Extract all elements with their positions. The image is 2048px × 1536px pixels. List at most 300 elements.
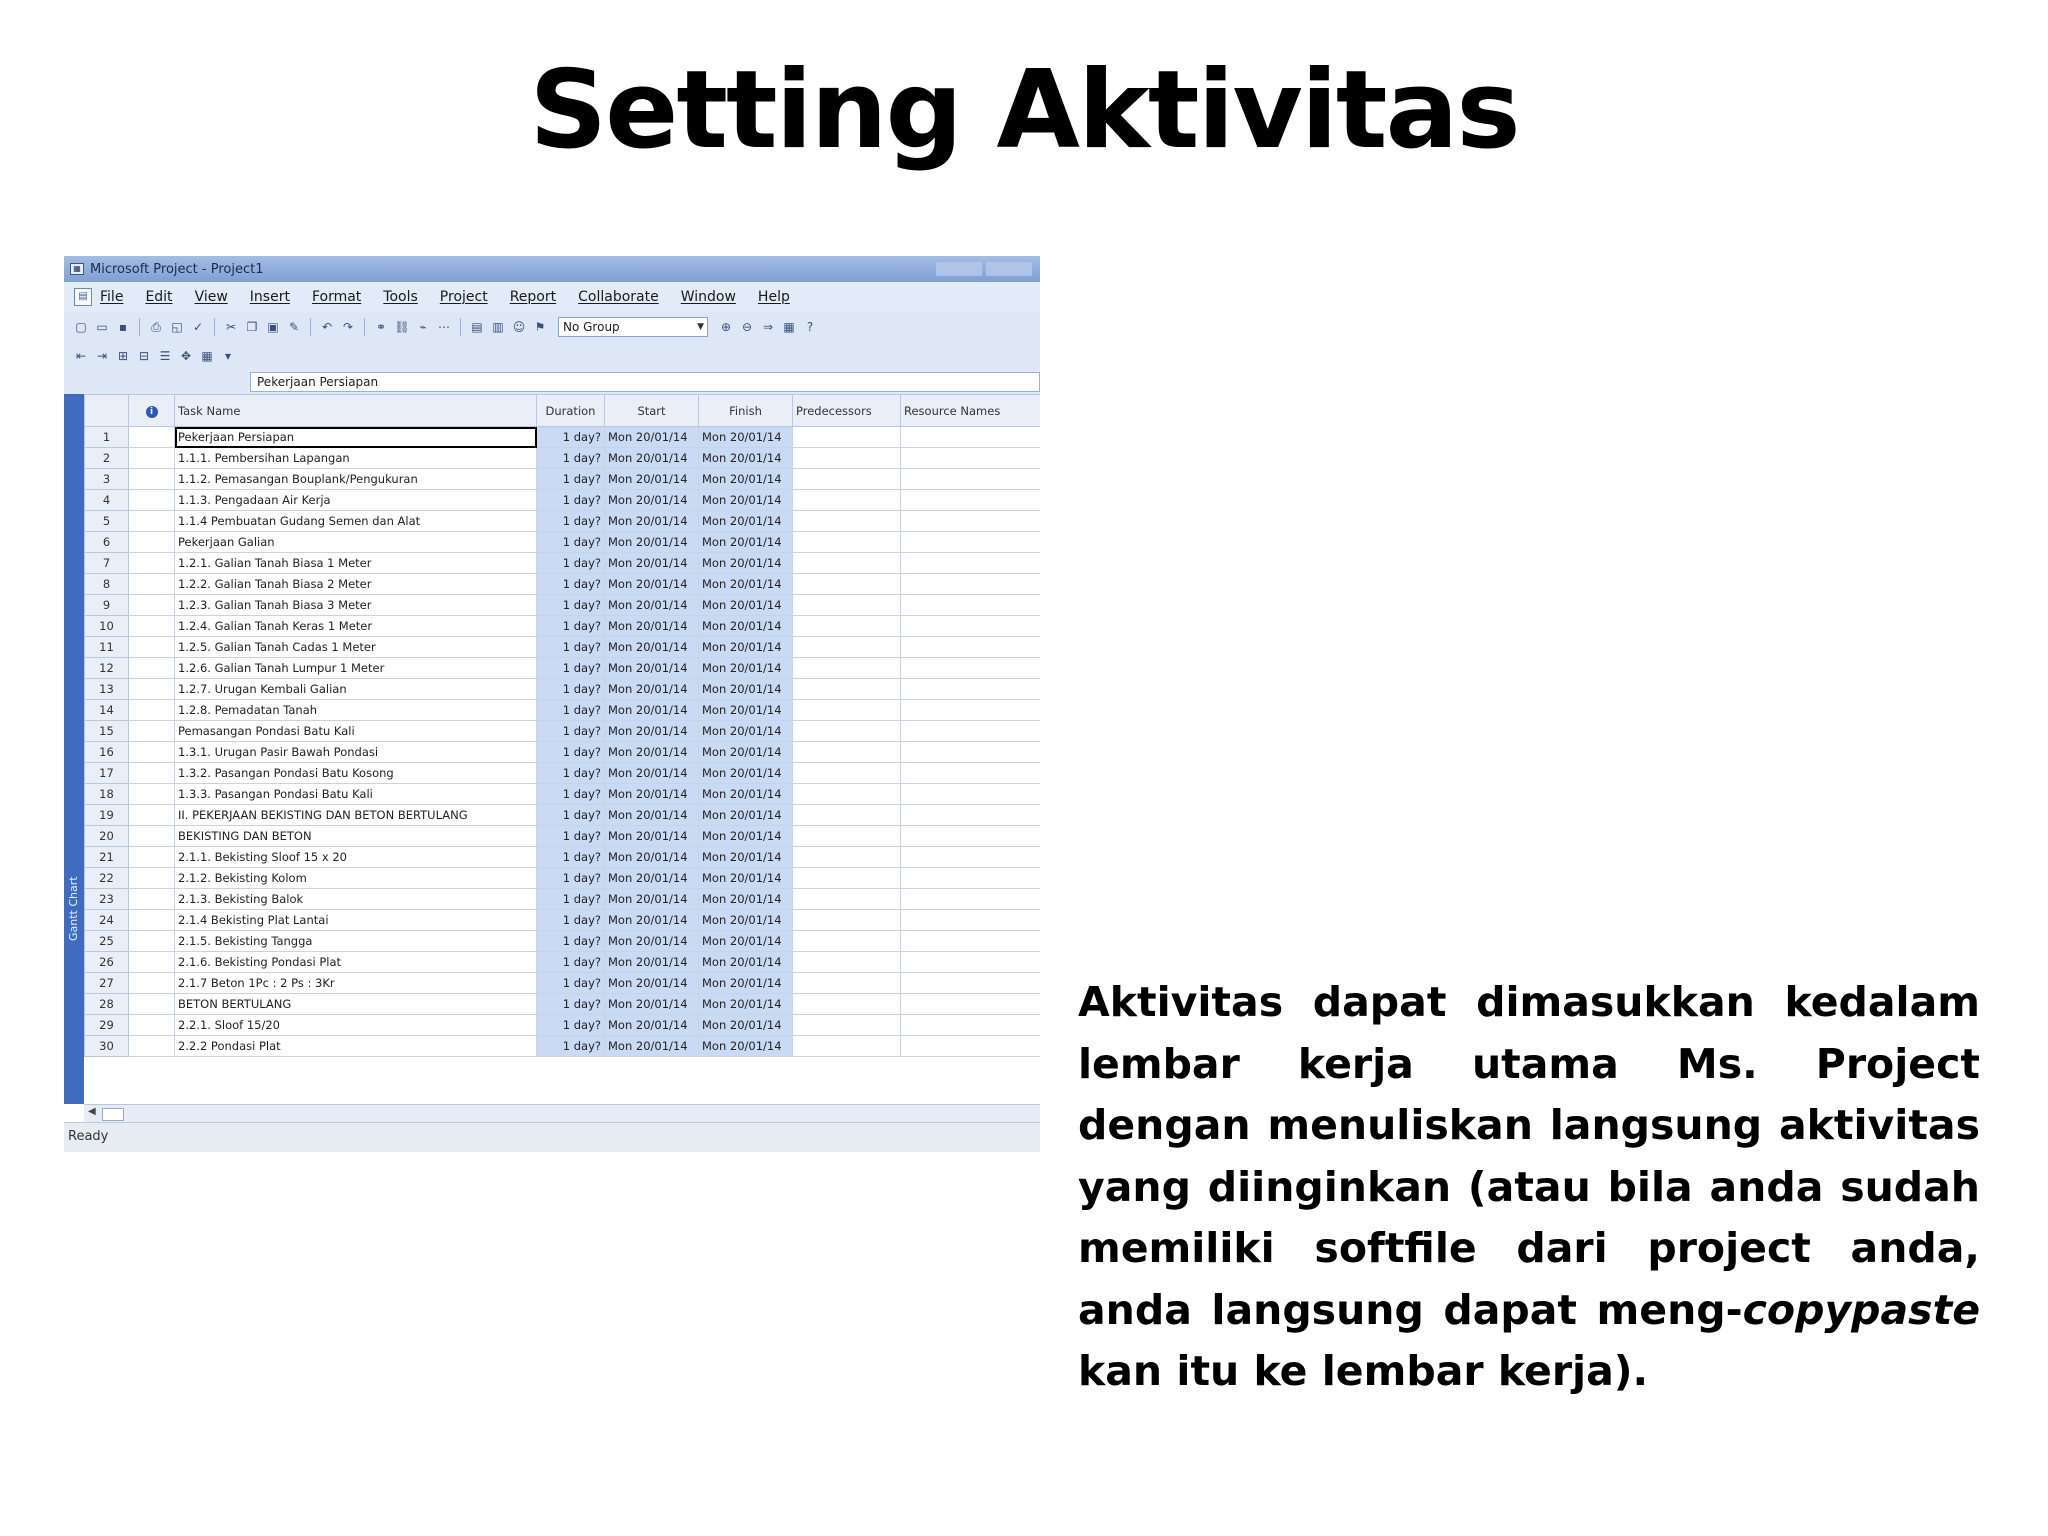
task-name-cell[interactable]: 1.1.3. Pengadaan Air Kerja [175, 490, 537, 511]
duration-cell[interactable]: 1 day? [537, 805, 605, 826]
task-row[interactable] [85, 994, 1041, 1015]
row-number[interactable]: 4 [85, 490, 129, 511]
task-name-cell[interactable]: 1.3.2. Pasangan Pondasi Batu Kosong [175, 763, 537, 784]
predecessors-cell[interactable] [793, 826, 901, 847]
resource-names-cell[interactable] [901, 574, 1041, 595]
start-header[interactable]: Start [605, 395, 699, 427]
open-icon[interactable]: ▭ [96, 320, 108, 334]
resource-names-cell[interactable] [901, 553, 1041, 574]
row-number[interactable]: 7 [85, 553, 129, 574]
help-icon[interactable]: ? [806, 320, 814, 334]
start-cell[interactable]: Mon 20/01/14 [605, 721, 699, 742]
outdent-icon[interactable]: ⇤ [75, 349, 87, 363]
indicator-cell[interactable] [129, 742, 175, 763]
predecessors-cell[interactable] [793, 973, 901, 994]
resource-names-cell[interactable] [901, 805, 1041, 826]
finish-cell[interactable]: Mon 20/01/14 [699, 448, 793, 469]
task-row[interactable] [85, 490, 1041, 511]
finish-cell[interactable]: Mon 20/01/14 [699, 553, 793, 574]
indicator-cell[interactable] [129, 574, 175, 595]
indicator-cell[interactable] [129, 679, 175, 700]
task-row[interactable] [85, 931, 1041, 952]
predecessors-cell[interactable] [793, 742, 901, 763]
predecessors-cell[interactable] [793, 1015, 901, 1036]
task-row[interactable] [85, 1015, 1041, 1036]
select-all-cell[interactable] [85, 395, 129, 427]
duration-cell[interactable]: 1 day? [537, 553, 605, 574]
task-name-cell[interactable]: 2.1.3. Bekisting Balok [175, 889, 537, 910]
start-cell[interactable]: Mon 20/01/14 [605, 595, 699, 616]
task-row[interactable] [85, 889, 1041, 910]
predecessors-cell[interactable] [793, 490, 901, 511]
start-cell[interactable]: Mon 20/01/14 [605, 490, 699, 511]
duration-cell[interactable]: 1 day? [537, 448, 605, 469]
start-cell[interactable]: Mon 20/01/14 [605, 889, 699, 910]
finish-cell[interactable]: Mon 20/01/14 [699, 637, 793, 658]
task-row[interactable] [85, 784, 1041, 805]
resource-names-cell[interactable] [901, 616, 1041, 637]
finish-cell[interactable]: Mon 20/01/14 [699, 616, 793, 637]
task-name-cell[interactable]: 1.1.1. Pembersihan Lapangan [175, 448, 537, 469]
publish-icon[interactable]: ⚑ [534, 320, 546, 334]
row-number[interactable]: 13 [85, 679, 129, 700]
duration-cell[interactable]: 1 day? [537, 721, 605, 742]
indicator-cell[interactable] [129, 1015, 175, 1036]
indicator-cell[interactable] [129, 721, 175, 742]
resource-names-cell[interactable] [901, 532, 1041, 553]
resource-names-cell[interactable] [901, 595, 1041, 616]
duration-cell[interactable]: 1 day? [537, 847, 605, 868]
predecessors-cell[interactable] [793, 889, 901, 910]
duration-header[interactable]: Duration [537, 395, 605, 427]
start-cell[interactable]: Mon 20/01/14 [605, 910, 699, 931]
row-number[interactable]: 15 [85, 721, 129, 742]
resource-names-cell[interactable] [901, 889, 1041, 910]
predecessors-cell[interactable] [793, 553, 901, 574]
start-cell[interactable]: Mon 20/01/14 [605, 679, 699, 700]
row-number[interactable]: 3 [85, 469, 129, 490]
row-number[interactable]: 9 [85, 595, 129, 616]
task-row[interactable] [85, 553, 1041, 574]
indicator-cell[interactable] [129, 994, 175, 1015]
menu-window[interactable]: Window [680, 289, 736, 305]
task-row[interactable] [85, 910, 1041, 931]
start-cell[interactable]: Mon 20/01/14 [605, 532, 699, 553]
task-name-cell[interactable]: 2.1.2. Bekisting Kolom [175, 868, 537, 889]
task-name-cell[interactable]: 1.3.3. Pasangan Pondasi Batu Kali [175, 784, 537, 805]
task-row[interactable] [85, 616, 1041, 637]
duration-cell[interactable]: 1 day? [537, 910, 605, 931]
indicator-cell[interactable] [129, 973, 175, 994]
start-cell[interactable]: Mon 20/01/14 [605, 616, 699, 637]
zoom-in-icon[interactable]: ⊕ [720, 320, 732, 334]
entry-field[interactable]: Pekerjaan Persiapan [250, 372, 1040, 392]
resource-names-cell[interactable] [901, 931, 1041, 952]
duration-cell[interactable]: 1 day? [537, 532, 605, 553]
resource-names-cell[interactable] [901, 826, 1041, 847]
show-outline-icon[interactable]: ☰ [159, 349, 171, 363]
duration-cell[interactable]: 1 day? [537, 742, 605, 763]
row-number[interactable]: 24 [85, 910, 129, 931]
predecessors-cell[interactable] [793, 574, 901, 595]
indicator-cell[interactable] [129, 427, 175, 448]
start-cell[interactable]: Mon 20/01/14 [605, 1015, 699, 1036]
start-cell[interactable]: Mon 20/01/14 [605, 973, 699, 994]
row-number[interactable]: 21 [85, 847, 129, 868]
row-number[interactable]: 29 [85, 1015, 129, 1036]
duration-cell[interactable]: 1 day? [537, 574, 605, 595]
task-row[interactable] [85, 700, 1041, 721]
duration-cell[interactable]: 1 day? [537, 952, 605, 973]
resource-names-cell[interactable] [901, 658, 1041, 679]
predecessors-cell[interactable] [793, 658, 901, 679]
indicator-cell[interactable] [129, 931, 175, 952]
new-icon[interactable]: ▢ [75, 320, 87, 334]
task-name-cell[interactable]: 2.1.4 Bekisting Plat Lantai [175, 910, 537, 931]
task-row[interactable] [85, 805, 1041, 826]
indicator-cell[interactable] [129, 553, 175, 574]
finish-cell[interactable]: Mon 20/01/14 [699, 511, 793, 532]
resource-names-cell[interactable] [901, 994, 1041, 1015]
task-name-cell[interactable]: 2.1.7 Beton 1Pc : 2 Ps : 3Kr [175, 973, 537, 994]
task-row[interactable] [85, 952, 1041, 973]
task-name-cell[interactable]: 2.1.1. Bekisting Sloof 15 x 20 [175, 847, 537, 868]
task-name-cell[interactable]: 1.2.6. Galian Tanah Lumpur 1 Meter [175, 658, 537, 679]
task-notes-icon[interactable]: ▥ [492, 320, 504, 334]
indent-icon[interactable]: ⇥ [96, 349, 108, 363]
indicator-cell[interactable] [129, 637, 175, 658]
finish-cell[interactable]: Mon 20/01/14 [699, 427, 793, 448]
resource-names-cell[interactable] [901, 742, 1041, 763]
duration-cell[interactable]: 1 day? [537, 784, 605, 805]
task-name-cell[interactable]: Pekerjaan Galian [175, 532, 537, 553]
row-number[interactable]: 19 [85, 805, 129, 826]
resource-names-cell[interactable] [901, 973, 1041, 994]
predecessors-cell[interactable] [793, 679, 901, 700]
duration-cell[interactable]: 1 day? [537, 1036, 605, 1057]
resource-names-cell[interactable] [901, 427, 1041, 448]
finish-header[interactable]: Finish [699, 395, 793, 427]
task-row[interactable] [85, 742, 1041, 763]
resource-names-cell[interactable] [901, 1015, 1041, 1036]
start-cell[interactable]: Mon 20/01/14 [605, 511, 699, 532]
row-number[interactable]: 17 [85, 763, 129, 784]
spelling-icon[interactable]: ✓ [192, 320, 204, 334]
resource-names-cell[interactable] [901, 700, 1041, 721]
move-icon[interactable]: ✥ [180, 349, 192, 363]
finish-cell[interactable]: Mon 20/01/14 [699, 532, 793, 553]
row-number[interactable]: 1 [85, 427, 129, 448]
duration-cell[interactable]: 1 day? [537, 826, 605, 847]
predecessors-cell[interactable] [793, 700, 901, 721]
finish-cell[interactable]: Mon 20/01/14 [699, 1015, 793, 1036]
start-cell[interactable]: Mon 20/01/14 [605, 784, 699, 805]
resource-names-cell[interactable] [901, 784, 1041, 805]
row-number[interactable]: 26 [85, 952, 129, 973]
task-name-cell[interactable]: 1.3.1. Urugan Pasir Bawah Pondasi [175, 742, 537, 763]
indicator-cell[interactable] [129, 532, 175, 553]
predecessors-cell[interactable] [793, 616, 901, 637]
predecessors-cell[interactable] [793, 931, 901, 952]
start-cell[interactable]: Mon 20/01/14 [605, 952, 699, 973]
indicator-cell[interactable] [129, 658, 175, 679]
print-preview-icon[interactable]: ◱ [171, 320, 183, 334]
finish-cell[interactable]: Mon 20/01/14 [699, 595, 793, 616]
print-icon[interactable]: ⎙ [151, 320, 161, 334]
finish-cell[interactable]: Mon 20/01/14 [699, 1036, 793, 1057]
task-name-cell[interactable]: 2.2.1. Sloof 15/20 [175, 1015, 537, 1036]
task-name-cell[interactable]: 2.2.2 Pondasi Plat [175, 1036, 537, 1057]
row-number[interactable]: 6 [85, 532, 129, 553]
row-number[interactable]: 25 [85, 931, 129, 952]
row-number[interactable]: 28 [85, 994, 129, 1015]
document-icon[interactable]: ▤ [74, 288, 92, 306]
task-row[interactable] [85, 847, 1041, 868]
start-cell[interactable]: Mon 20/01/14 [605, 658, 699, 679]
predecessors-cell[interactable] [793, 784, 901, 805]
predecessors-cell[interactable] [793, 448, 901, 469]
table-icon[interactable]: ▦ [201, 349, 213, 363]
split-task-icon[interactable]: ⋯ [438, 320, 450, 334]
finish-cell[interactable]: Mon 20/01/14 [699, 910, 793, 931]
duration-cell[interactable]: 1 day? [537, 700, 605, 721]
predecessors-cell[interactable] [793, 469, 901, 490]
resource-names-cell[interactable] [901, 448, 1041, 469]
show-subtasks-icon[interactable]: ⊞ [117, 349, 129, 363]
indicator-cell[interactable] [129, 448, 175, 469]
finish-cell[interactable]: Mon 20/01/14 [699, 784, 793, 805]
row-number[interactable]: 14 [85, 700, 129, 721]
menu-project[interactable]: Project [439, 289, 488, 305]
toolbar-options-icon[interactable]: ▾ [224, 349, 232, 363]
save-icon[interactable]: ▪ [118, 320, 128, 334]
predecessors-cell[interactable] [793, 1036, 901, 1057]
finish-cell[interactable]: Mon 20/01/14 [699, 469, 793, 490]
task-name-cell[interactable]: BEKISTING DAN BETON [175, 826, 537, 847]
task-info-icon[interactable]: ▤ [471, 320, 483, 334]
finish-cell[interactable]: Mon 20/01/14 [699, 889, 793, 910]
resource-names-cell[interactable] [901, 637, 1041, 658]
zoom-out-icon[interactable]: ⊖ [741, 320, 753, 334]
task-row[interactable] [85, 658, 1041, 679]
duration-cell[interactable]: 1 day? [537, 973, 605, 994]
assign-resources-icon[interactable]: ☺ [512, 320, 526, 334]
menu-format[interactable]: Format [311, 289, 362, 305]
start-cell[interactable]: Mon 20/01/14 [605, 1036, 699, 1057]
finish-cell[interactable]: Mon 20/01/14 [699, 742, 793, 763]
horizontal-scrollbar[interactable] [84, 1104, 1040, 1122]
predecessors-cell[interactable] [793, 994, 901, 1015]
finish-cell[interactable]: Mon 20/01/14 [699, 826, 793, 847]
row-number[interactable]: 11 [85, 637, 129, 658]
task-row[interactable] [85, 427, 1041, 448]
scroll-thumb[interactable] [102, 1108, 124, 1121]
finish-cell[interactable]: Mon 20/01/14 [699, 490, 793, 511]
start-cell[interactable]: Mon 20/01/14 [605, 847, 699, 868]
row-number[interactable]: 5 [85, 511, 129, 532]
duration-cell[interactable]: 1 day? [537, 427, 605, 448]
task-name-cell[interactable]: 1.2.2. Galian Tanah Biasa 2 Meter [175, 574, 537, 595]
task-name-cell[interactable]: 1.2.7. Urugan Kembali Galian [175, 679, 537, 700]
row-number[interactable]: 10 [85, 616, 129, 637]
task-name-cell[interactable]: 1.2.5. Galian Tanah Cadas 1 Meter [175, 637, 537, 658]
predecessors-cell[interactable] [793, 847, 901, 868]
menu-edit[interactable]: Edit [145, 289, 173, 305]
start-cell[interactable]: Mon 20/01/14 [605, 805, 699, 826]
duration-cell[interactable]: 1 day? [537, 658, 605, 679]
start-cell[interactable]: Mon 20/01/14 [605, 763, 699, 784]
task-name-cell[interactable]: 1.2.4. Galian Tanah Keras 1 Meter [175, 616, 537, 637]
row-number[interactable]: 12 [85, 658, 129, 679]
resource-names-cell[interactable] [901, 952, 1041, 973]
duration-cell[interactable]: 1 day? [537, 595, 605, 616]
redo-icon[interactable]: ↷ [342, 320, 354, 334]
finish-cell[interactable]: Mon 20/01/14 [699, 700, 793, 721]
finish-cell[interactable]: Mon 20/01/14 [699, 847, 793, 868]
duration-cell[interactable]: 1 day? [537, 763, 605, 784]
predecessors-cell[interactable] [793, 952, 901, 973]
task-row[interactable] [85, 574, 1041, 595]
finish-cell[interactable]: Mon 20/01/14 [699, 973, 793, 994]
predecessors-cell[interactable] [793, 595, 901, 616]
duration-cell[interactable]: 1 day? [537, 637, 605, 658]
start-cell[interactable]: Mon 20/01/14 [605, 553, 699, 574]
finish-cell[interactable]: Mon 20/01/14 [699, 679, 793, 700]
indicator-cell[interactable] [129, 490, 175, 511]
indicator-cell[interactable] [129, 847, 175, 868]
hide-subtasks-icon[interactable]: ⊟ [138, 349, 150, 363]
start-cell[interactable]: Mon 20/01/14 [605, 931, 699, 952]
indicator-cell[interactable] [129, 1036, 175, 1057]
indicator-cell[interactable] [129, 595, 175, 616]
start-cell[interactable]: Mon 20/01/14 [605, 637, 699, 658]
start-cell[interactable]: Mon 20/01/14 [605, 469, 699, 490]
link-tasks-icon[interactable]: ⛓ [394, 320, 410, 334]
task-row[interactable] [85, 868, 1041, 889]
menu-help[interactable]: Help [757, 289, 790, 305]
task-name-cell[interactable]: 1.2.1. Galian Tanah Biasa 1 Meter [175, 553, 537, 574]
predecessors-cell[interactable] [793, 910, 901, 931]
row-number[interactable]: 27 [85, 973, 129, 994]
task-row[interactable] [85, 511, 1041, 532]
resource-names-cell[interactable] [901, 721, 1041, 742]
duration-cell[interactable]: 1 day? [537, 616, 605, 637]
predecessors-cell[interactable] [793, 427, 901, 448]
task-row[interactable] [85, 637, 1041, 658]
predecessors-cell[interactable] [793, 532, 901, 553]
resource-names-cell[interactable] [901, 1036, 1041, 1057]
finish-cell[interactable]: Mon 20/01/14 [699, 763, 793, 784]
task-name-cell[interactable]: 1.1.2. Pemasangan Bouplank/Pengukuran [175, 469, 537, 490]
task-row[interactable] [85, 448, 1041, 469]
finish-cell[interactable]: Mon 20/01/14 [699, 994, 793, 1015]
start-cell[interactable]: Mon 20/01/14 [605, 448, 699, 469]
task-row[interactable] [85, 532, 1041, 553]
copy-icon[interactable]: ❐ [246, 320, 258, 334]
indicator-cell[interactable] [129, 784, 175, 805]
indicator-cell[interactable] [129, 805, 175, 826]
copy-picture-icon[interactable]: ▦ [783, 320, 795, 334]
window-controls[interactable] [936, 262, 1032, 276]
duration-cell[interactable]: 1 day? [537, 511, 605, 532]
task-row[interactable] [85, 973, 1041, 994]
predecessors-cell[interactable] [793, 511, 901, 532]
task-name-cell[interactable]: 1.2.3. Galian Tanah Biasa 3 Meter [175, 595, 537, 616]
indicator-cell[interactable] [129, 763, 175, 784]
resource-names-cell[interactable] [901, 490, 1041, 511]
menu-insert[interactable]: Insert [249, 289, 290, 305]
duration-cell[interactable]: 1 day? [537, 889, 605, 910]
duration-cell[interactable]: 1 day? [537, 868, 605, 889]
task-name-cell[interactable]: 2.1.5. Bekisting Tangga [175, 931, 537, 952]
task-row[interactable] [85, 1036, 1041, 1057]
paste-icon[interactable]: ▣ [267, 320, 279, 334]
indicator-cell[interactable] [129, 826, 175, 847]
indicator-cell[interactable] [129, 910, 175, 931]
scroll-to-task-icon[interactable]: ⇒ [762, 320, 774, 334]
task-name-cell[interactable]: BETON BERTULANG [175, 994, 537, 1015]
resource-names-cell[interactable] [901, 511, 1041, 532]
task-row[interactable] [85, 595, 1041, 616]
resource-names-cell[interactable] [901, 469, 1041, 490]
task-name-header[interactable]: Task Name [175, 395, 537, 427]
undo-icon[interactable]: ↶ [321, 320, 333, 334]
duration-cell[interactable]: 1 day? [537, 931, 605, 952]
resource-names-cell[interactable] [901, 868, 1041, 889]
row-number[interactable]: 2 [85, 448, 129, 469]
duration-cell[interactable]: 1 day? [537, 679, 605, 700]
task-name-cell[interactable]: II. PEKERJAAN BEKISTING DAN BETON BERTULANG [175, 805, 537, 826]
menu-collaborate[interactable]: Collaborate [578, 289, 659, 305]
start-cell[interactable]: Mon 20/01/14 [605, 574, 699, 595]
start-cell[interactable]: Mon 20/01/14 [605, 994, 699, 1015]
duration-cell[interactable]: 1 day? [537, 490, 605, 511]
resource-names-cell[interactable] [901, 763, 1041, 784]
group-by-select[interactable] [558, 317, 708, 337]
indicator-cell[interactable] [129, 616, 175, 637]
finish-cell[interactable]: Mon 20/01/14 [699, 721, 793, 742]
menu-view[interactable]: View [194, 289, 228, 305]
resource-names-cell[interactable] [901, 910, 1041, 931]
resource-names-cell[interactable] [901, 847, 1041, 868]
predecessors-header[interactable]: Predecessors [793, 395, 901, 427]
row-number[interactable]: 23 [85, 889, 129, 910]
resource-names-header[interactable]: Resource Names [901, 395, 1041, 427]
duration-cell[interactable]: 1 day? [537, 994, 605, 1015]
row-number[interactable]: 18 [85, 784, 129, 805]
menu-file[interactable]: File [100, 289, 124, 305]
indicator-cell[interactable] [129, 868, 175, 889]
task-row[interactable] [85, 826, 1041, 847]
row-number[interactable]: 20 [85, 826, 129, 847]
task-name-cell[interactable]: 2.1.6. Bekisting Pondasi Plat [175, 952, 537, 973]
predecessors-cell[interactable] [793, 805, 901, 826]
hyperlink-icon[interactable]: ⚭ [375, 320, 387, 334]
indicator-cell[interactable] [129, 469, 175, 490]
start-cell[interactable]: Mon 20/01/14 [605, 700, 699, 721]
format-painter-icon[interactable]: ✎ [288, 320, 300, 334]
predecessors-cell[interactable] [793, 868, 901, 889]
row-number[interactable]: 22 [85, 868, 129, 889]
finish-cell[interactable]: Mon 20/01/14 [699, 868, 793, 889]
row-number[interactable]: 8 [85, 574, 129, 595]
indicator-cell[interactable] [129, 700, 175, 721]
cut-icon[interactable]: ✂ [225, 320, 237, 334]
task-name-cell[interactable]: 1.1.4 Pembuatan Gudang Semen dan Alat [175, 511, 537, 532]
start-cell[interactable]: Mon 20/01/14 [605, 868, 699, 889]
finish-cell[interactable]: Mon 20/01/14 [699, 574, 793, 595]
start-cell[interactable]: Mon 20/01/14 [605, 826, 699, 847]
